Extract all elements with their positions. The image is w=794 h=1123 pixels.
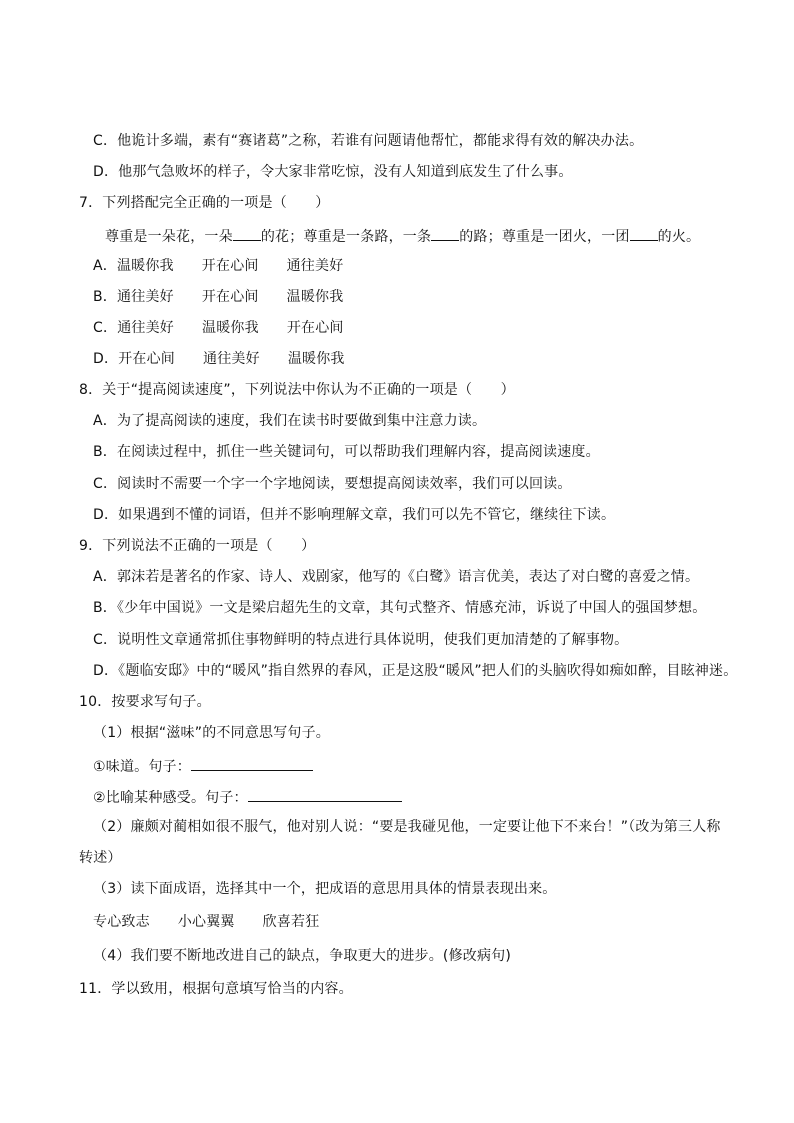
q10-part-1b: [93, 786, 402, 808]
idiom: 专心致志: [93, 914, 150, 930]
q7-option-c: [93, 318, 344, 338]
q10-stem: 10．按要求写句子。: [79, 694, 211, 710]
idiom: 欣喜若狂: [262, 914, 320, 930]
idiom: 小心翼翼: [177, 914, 235, 930]
q7-option-item: 温暖你我: [202, 320, 259, 336]
q7-blank-3: [630, 225, 658, 241]
q8-option-d: D．如果遇到不懂的词语，但并不影响理解文章，我们可以先不管它，继续往下读。: [93, 507, 616, 523]
q7-sentence: [105, 225, 700, 247]
q7-option-a: [93, 256, 343, 276]
q8-option-c: C．阅读时不需要一个字一个字地阅读，要想提高阅读效率，我们可以回读。: [93, 476, 572, 492]
q10-idioms: [93, 912, 319, 932]
q10-part-2-line-2: 转述）: [79, 850, 122, 866]
q10-part-1: （1）根据“滋味”的不同意思写句子。: [93, 725, 331, 741]
q7-stem: 7．下列搭配完全正确的一项是（ ）: [79, 195, 330, 211]
answer-blank[interactable]: [248, 786, 402, 802]
q9-option-c: C．说明性文章通常抓住事物鲜明的特点进行具体说明，使我们更加清楚的了解事物。: [93, 632, 629, 648]
q11-stem: 11．学以致用，根据句意填写恰当的内容。: [79, 981, 353, 997]
q7-option-item: 通往美好: [117, 289, 174, 305]
q7-sentence-part-1: 尊重是一朵花，一朵: [105, 229, 233, 245]
q7-option-b: [93, 287, 343, 307]
q7-option-item: 开在心间: [201, 258, 259, 274]
q10-part-1a-label: ①味道。句子：: [93, 759, 191, 775]
q9-option-d: D．《题临安邸》中的“暖风”指自然界的春风，正是这股“暖风”把人们的头脑吹得如痴如醉，目眩神迷。: [93, 663, 738, 679]
q7-option-item: 温暖你我: [286, 289, 344, 305]
q7-option-item: 通往美好: [203, 351, 260, 367]
q8-option-b: B．在阅读过程中，抓住一些关键词句，可以帮助我们理解内容，提高阅读速度。: [93, 444, 600, 460]
q7-sentence-part-4: 的火。: [657, 229, 701, 245]
answer-blank[interactable]: [191, 755, 313, 771]
q7-option-label: D．: [93, 351, 119, 367]
q7-blank-2: [431, 225, 459, 241]
q6-option-d: D．他那气急败坏的样子，令大家非常吃惊，没有人知道到底发生了什么事。: [93, 164, 573, 180]
q7-option-item: 通往美好: [286, 258, 344, 274]
q7-option-item: 开在心间: [118, 351, 175, 367]
q9-stem: 9．下列说法不正确的一项是（ ）: [79, 538, 316, 554]
q8-stem: 8．关于“提高阅读速度”，下列说法中你认为不正确的一项是（ ）: [79, 382, 515, 398]
q7-blank-1: [233, 225, 261, 241]
q10-part-3: （3）读下面成语，选择其中一个，把成语的意思用具体的情景表现出来。: [93, 881, 557, 897]
q7-sentence-part-2: 的花；尊重是一条路，一条: [260, 229, 432, 245]
q9-option-b: B．《少年中国说》一文是梁启超先生的文章，其句式整齐、情感充沛，诉说了中国人的强国梦想。: [93, 600, 707, 616]
q10-part-4: （4）我们要不断地改进自己的缺点，争取更大的进步。(修改病句): [93, 948, 512, 964]
q7-option-label: C．: [93, 320, 118, 336]
q7-option-item: 温暖你我: [287, 351, 345, 367]
q10-part-1b-label: ②比喻某种感受。句子：: [93, 790, 248, 806]
q8-option-a: A．为了提高阅读的速度，我们在读书时要做到集中注意力读。: [93, 413, 487, 429]
q7-option-label: A．: [93, 258, 117, 274]
q7-option-item: 通往美好: [117, 320, 174, 336]
q7-sentence-part-3: 的路；尊重是一团火，一团: [459, 229, 630, 245]
q7-option-item: 温暖你我: [116, 258, 174, 274]
q7-option-item: 开在心间: [286, 320, 344, 336]
q6-option-c: C．他诡计多端，素有“赛诸葛”之称，若谁有问题请他帮忙，都能求得有效的解决办法。: [93, 133, 644, 149]
q7-option-label: B．: [93, 289, 118, 305]
q7-option-item: 开在心间: [201, 289, 259, 305]
q10-part-2-line-1: （2）廉颇对蔺相如很不服气，他对别人说：“要是我碰见他，一定要让他下不来台！”（改为第三人称: [93, 819, 721, 835]
q7-option-d: [93, 349, 345, 369]
q10-part-1a: [93, 755, 313, 777]
q9-option-a: A．郭沫若是著名的作家、诗人、戏剧家，他写的《白鹭》语言优美，表达了对白鹭的喜爱之情。: [93, 569, 700, 585]
